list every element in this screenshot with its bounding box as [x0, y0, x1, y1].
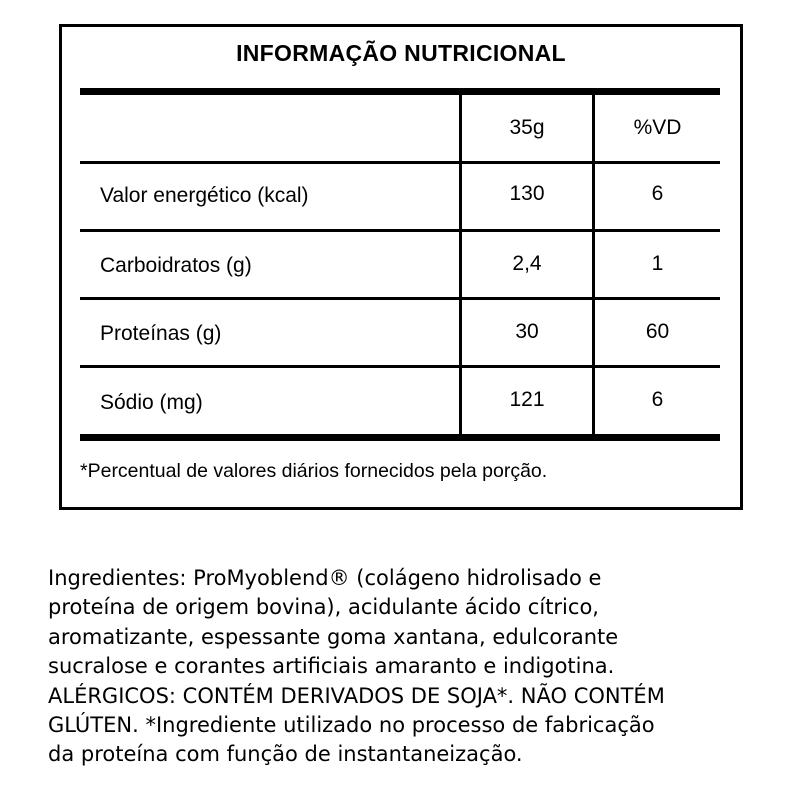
table-footnote: *Percentual de valores diários fornecidos pela porção.: [80, 460, 548, 482]
table-row-daily-value: 60: [645, 320, 670, 343]
ingredients-line: da proteína com função de instantaneização.: [48, 742, 523, 767]
allergens-line: ALÉRGICOS: CONTÉM DERIVADOS DE SOJA*. NÃO CONTÉM: [48, 683, 665, 708]
ingredients-line: sucralose e corantes artificiais amaranto e indigotina.: [48, 654, 615, 679]
header-portion: 35g: [509, 116, 545, 139]
nutrition-table-title: INFORMAÇÃO NUTRICIONAL: [236, 40, 566, 66]
table-bottom-rule: [80, 434, 720, 441]
table-top-rule: [80, 88, 720, 95]
ingredients-line: Ingredientes: ProMyoblend® (colágeno hidrolisado e: [48, 566, 602, 590]
table-row-daily-value: 1: [651, 252, 664, 275]
table-row-label: Valor energético (kcal): [100, 184, 309, 207]
ingredients-line: GLÚTEN. *Ingrediente utilizado no processo de fabricação: [48, 713, 655, 738]
table-row-daily-value: 6: [651, 388, 664, 411]
ingredients-text: [48, 564, 768, 770]
table-row-label: Proteínas (g): [100, 322, 222, 345]
table-row-portion: 130: [509, 182, 545, 205]
row-separator: [80, 365, 720, 368]
ingredients-line: proteína de origem bovina), acidulante ácido cítrico,: [48, 595, 599, 620]
table-row-label: Carboidratos (g): [100, 254, 252, 277]
header-daily-value: %VD: [633, 116, 682, 139]
table-row-daily-value: 6: [651, 182, 664, 205]
row-separator: [80, 161, 720, 164]
row-separator: [80, 229, 720, 232]
ingredients-line: aromatizante, espessante goma xantana, edulcorante: [48, 624, 619, 649]
table-row-portion: 121: [509, 388, 545, 411]
table-row-portion: 30: [515, 320, 539, 343]
table-row-label: Sódio (mg): [100, 391, 203, 414]
row-separator: [80, 297, 720, 300]
table-row-portion: 2,4: [512, 252, 542, 275]
